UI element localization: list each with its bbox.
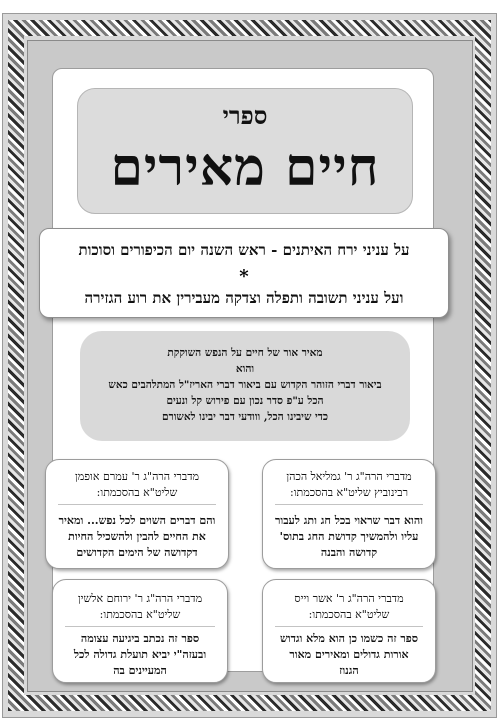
endorsement-title-3a: מדברי הרה"ג ר' אשר וייס [294,592,404,605]
endorsement-text-3c: הגנוז [339,664,359,677]
endorsement-divider [275,504,423,505]
endorsement-title-3b: שליט"א בהסכמתו: [308,608,390,621]
endorsement-text-2b: את החיים להבין ולהשכיל החיות [68,530,206,543]
endorsement-text-1b: עליו ולהמשיך קדושת החג בתוס' [279,530,419,543]
endorsement-text-4a: ספר זה נכתב ביגיעה עצומה [80,632,200,645]
endorsement-text-1c: קדושה והבנה [320,546,378,559]
endorsement-title-4a: מדברי הרה"ג ר' ירוחם אלשין [77,592,203,605]
endorsement-text-2c: דקדושה של הימים הקדושים [76,546,198,559]
title-box [77,88,413,214]
endorsement-card-3 [262,579,436,683]
endorsement-title-1b: רבינוביץ שליט"א בהסכמתו: [289,486,409,499]
endorsement-title-2b: שליט"א בהסכמתו: [96,486,178,499]
endorsement-text-1a: והוא דבר שראוי בכל חג ותג לעבור [275,514,423,527]
endorsement-divider [275,626,423,627]
description-line-3: ביאור דברי הזוהר הקדוש עם ביאור דברי האריז"ל המתלהבים כאש [108,379,382,391]
description-box [80,331,410,441]
endorsement-card-4 [52,579,228,683]
endorsement-title-4b: שליט"א בהסכמתו: [99,608,181,621]
endorsement-text-2a: והם דברים השוים לכל נפש... ומאיר [58,514,216,527]
endorsement-title-1a: מדברי הרה"ג ר' גמליאל הכהן [286,470,412,483]
topic-line-2: ועל עניני תשובה ותפלה וצדקה מעבירין את רוע הגזירה [84,289,404,307]
main-title: חיים מאירים [110,137,380,198]
endorsement-text-3b: אורות גדולים ומאירים מאור [289,648,409,661]
description-line-1: מאיר אור של חיים על הנפש השוקקת [167,347,323,359]
endorsement-card-2 [45,459,229,569]
topic-line-1: על עניני ירח האיתנים - ראש השנה יום הכיפורים וסוכות [78,241,410,259]
endorsement-text-4b: ובעזה"י יביא תועלת גדולה לכל [73,648,207,661]
description-line-4: הכל ע"פ סדר נכון עם פירוש קל ונעים [166,395,324,407]
endorsement-divider [58,504,216,505]
endorsement-text-3a: ספר זה כשמו כן הוא מלא וגדוש [280,632,418,645]
title-prefix: ספרי [222,101,268,130]
endorsement-title-2a: מדברי הרה"ג ר' עמרם אופמן [74,470,200,483]
description-line-5: כדי שיבינו הכל, ווודעי דבר יבינו לאשורם [162,411,328,423]
endorsement-card-1 [262,459,436,569]
topic-box [39,228,449,318]
topic-star: * [239,266,249,287]
endorsement-text-4c: המעיינים בה [113,664,167,677]
description-line-2: והוא [235,363,255,375]
endorsement-divider [65,626,215,627]
